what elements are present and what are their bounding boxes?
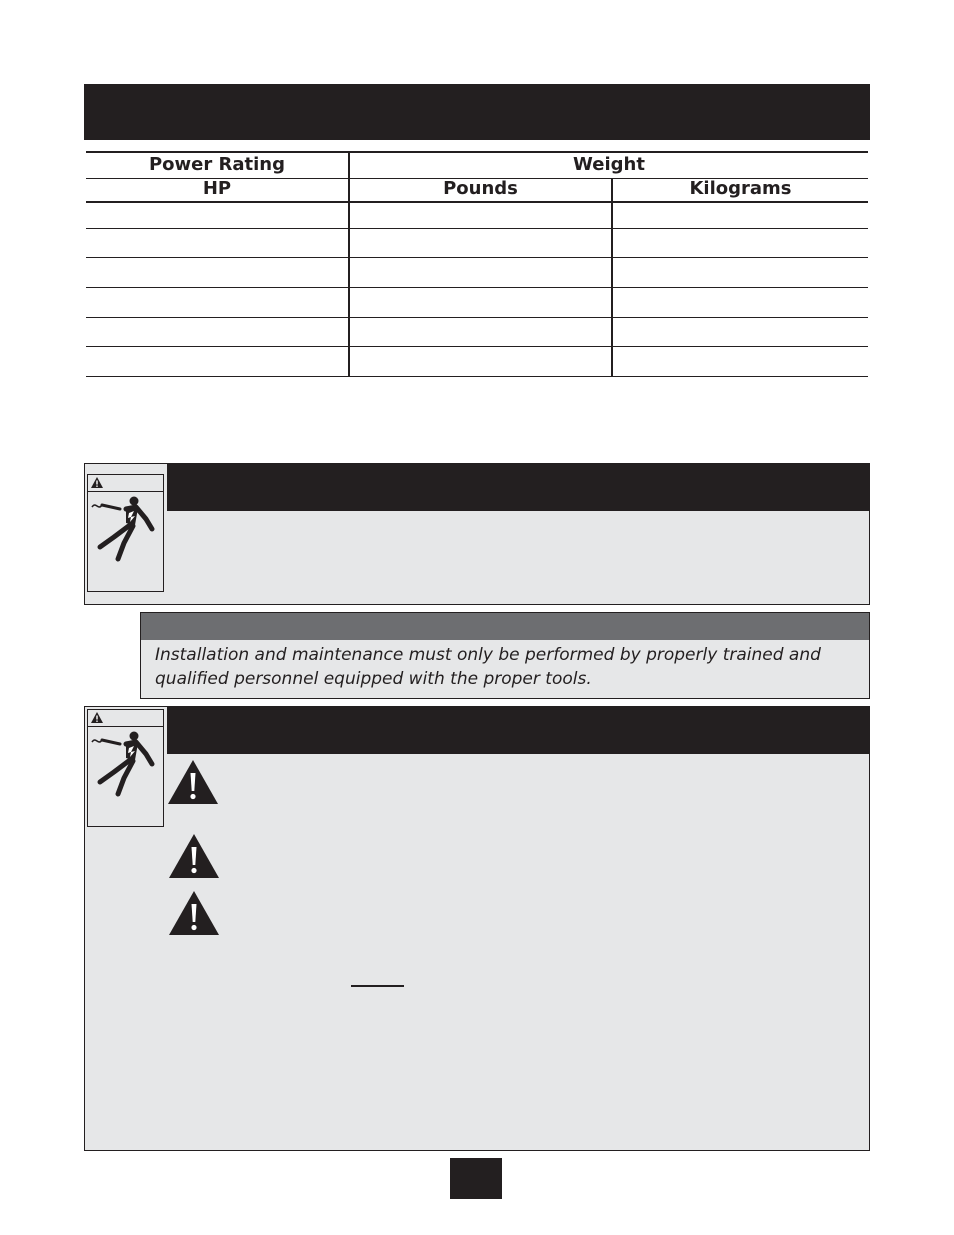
small-warning-icon [91,712,103,724]
warning-triangle-icon [169,834,219,878]
column-kilograms: Kilograms [689,178,792,199]
hazard-box-1 [84,463,870,605]
table-bottom-rule [86,376,868,377]
caution-header [141,613,869,640]
table-row-rule [86,317,868,318]
table-column-divider [611,179,613,377]
warning-triangle-icon [168,760,218,804]
warning-triangle-icon [169,891,219,935]
table-top-rule [86,151,868,153]
electrical-shock-hazard-icon [90,495,162,575]
symbol-panel-1 [87,474,164,592]
table-row-rule [86,287,868,288]
table-row-rule [86,228,868,229]
table-row-rule [86,346,868,347]
header-weight: Weight [573,154,645,175]
page-number-tab [450,1158,502,1199]
symbol-panel-strip [88,475,163,492]
caution-text-line1: Installation and maintenance must only be performed by properly trained and [155,645,821,665]
table-header-rule [86,201,868,203]
column-hp: HP [202,178,232,199]
caution-text-line2: qualified personnel equipped with the proper tools. [155,669,592,689]
symbol-panel-2 [87,709,164,827]
hazard-header-1 [167,463,870,511]
column-pounds: Pounds [443,178,518,199]
symbol-panel-strip [88,710,163,727]
header-power-rating: Power Rating [148,154,286,175]
section-title-bar [84,84,870,140]
electrical-shock-hazard-icon [90,730,162,810]
hazard-box-2 [84,706,870,1151]
underline-mark [351,985,404,987]
small-warning-icon [91,477,103,489]
hazard-header-2 [167,706,870,754]
weight-table [86,151,868,377]
table-row-rule [86,257,868,258]
caution-box [140,612,870,699]
caution-text [155,643,855,691]
